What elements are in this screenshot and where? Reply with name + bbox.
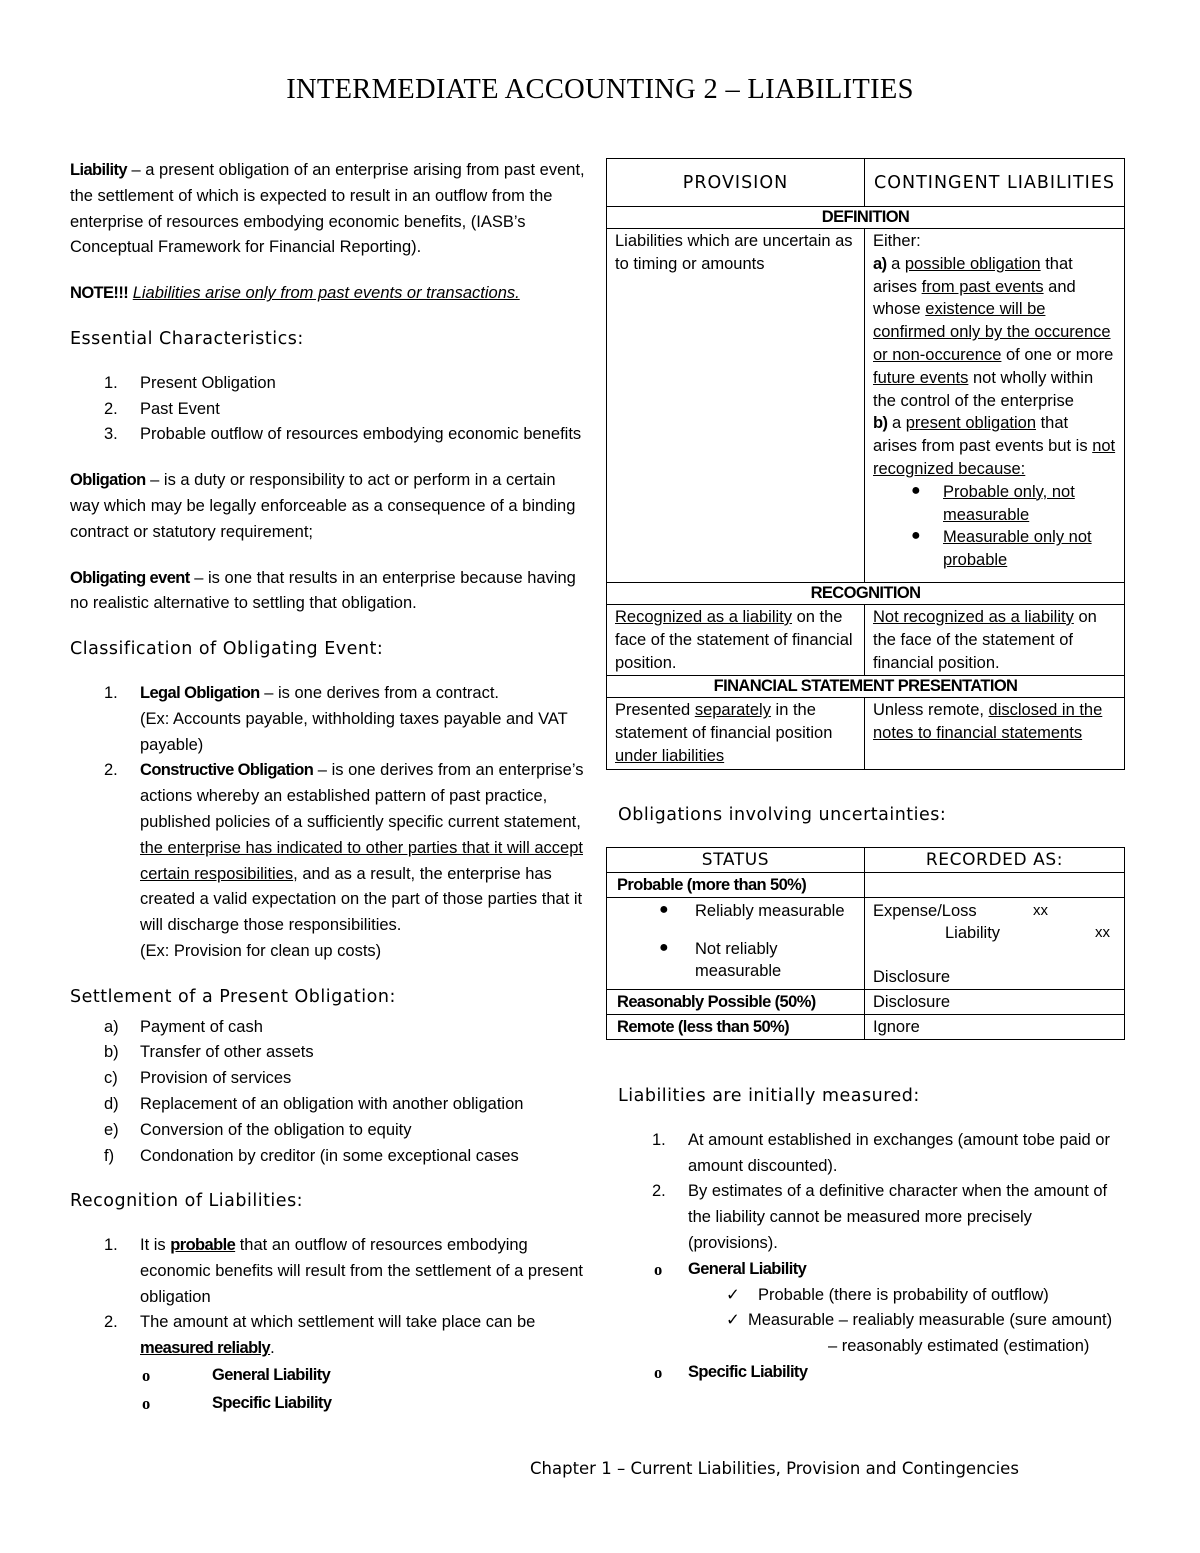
settlement-heading: Settlement of a Present Obligation: xyxy=(70,986,396,1007)
list-item: a) Payment of cash xyxy=(104,1017,263,1036)
bullet-item: ● Probable only, not measurable xyxy=(911,481,1075,524)
essential-heading: Essential Characteristics: xyxy=(70,328,304,349)
obligation-term: Obligation xyxy=(70,471,146,490)
list-item-legal: 1. Legal Obligation – is one derives from a contract. (Ex: Accounts payable, withholding taxes payable and VAT payable) xyxy=(104,683,568,754)
obligation-definition: Obligation – is a duty or responsibility to act or perform in a certain way which may be legally enforceable as a consequence of a binding contract or statutory requirement; xyxy=(70,471,576,541)
provision-contingent-table xyxy=(606,158,1125,770)
obligating-event-term: Obligating event xyxy=(70,568,190,587)
def-provision: Liabilities which are uncertain as to timing or amounts xyxy=(607,229,865,583)
check-icon: ✓ xyxy=(726,1285,740,1304)
probable-recorded: Expense/Loss xx Liability xx Disclosure xyxy=(865,897,1125,989)
general-liability-item: o General Liability xyxy=(142,1366,331,1386)
list-item: 1. Present Obligation xyxy=(104,373,276,392)
liability-term: Liability xyxy=(70,161,127,179)
recorded-disclosure: Disclosure xyxy=(865,989,1125,1014)
left-column xyxy=(70,158,585,1417)
uncertainties-heading: Obligations involving uncertainties: xyxy=(618,804,947,825)
status-reasonably: Reasonably Possible (50%) xyxy=(607,989,865,1014)
rec-contingent: Not recognized as a liability on the face of the statement of financial position. xyxy=(865,604,1125,675)
note-text: Liabilities arise only from past events or transactions. xyxy=(132,284,520,303)
list-item-constructive: 2. Constructive Obligation – is one derives from an enterprise’s actions whereby an established pattern of past practice, published policies of a sufficiently specific current statement, the enterprise has indicated to other parties that it will accept certain resposibilities, and as a result, the enterprise has created a valid expectation on the part of those parties that it will discharge those responsibilities. (Ex: Provision for clean up costs) xyxy=(104,761,584,960)
rec-provision: Recognized as a liability on the face of the statement of financial position. xyxy=(607,604,865,675)
liability-def: – a present obligation of an enterprise arising from past event, the settlement of which is expected to result in an outflow from the enterprise of resources embodying economic benefits, (IASB’s Conceptual Framework for Financial Reporting). xyxy=(70,161,585,257)
col-header-provision: PROVISION xyxy=(607,159,865,207)
list-item: 1. It is probable that an outflow of resources embodying economic benefits will result from the settlement of a present obligation xyxy=(104,1236,583,1306)
list-item: e) Conversion of the obligation to equity xyxy=(104,1120,412,1139)
col-header-status: STATUS xyxy=(607,847,865,872)
list-item: 2. Past Event xyxy=(104,399,220,418)
general-liability-item: o General Liability xyxy=(654,1259,807,1279)
def-contingent: Either: a) a possible obligation that arises from past events and whose existence will be confirmed only by the occurence or non-occurence of one or more future events not wholly within the control of the enterprise b) a present obligation that arises from past events but is not recognized because: ● Probable only, not measurable ● Measurable only not probable xyxy=(865,229,1125,583)
page-footer: Chapter 1 – Current Liabilities, Provision and Contingencies xyxy=(530,1459,1019,1478)
list-item: c) Provision of services xyxy=(104,1069,292,1088)
page-title: INTERMEDIATE ACCOUNTING 2 – LIABILITIES xyxy=(286,74,914,105)
list-item: 2. By estimates of a definitive character when the amount of the liability cannot be measured more precisely (provisions). xyxy=(652,1182,1108,1252)
measured-list xyxy=(606,1128,1125,1386)
obligating-event-definition: Obligating event – is one that results in an enterprise because having no realistic alternative to settling that obligation. xyxy=(70,568,576,613)
section-recognition: RECOGNITION xyxy=(607,582,1125,604)
specific-liability-item: o Specific Liability xyxy=(654,1362,808,1382)
probable-subitems: ● Reliably measurable ● Not reliably measurable xyxy=(607,897,865,989)
col-header-recorded: RECORDED AS: xyxy=(865,847,1125,872)
col-header-contingent: CONTINGENT LIABILITIES xyxy=(865,159,1125,207)
note xyxy=(70,281,585,307)
uncertainties-table xyxy=(606,847,1125,1040)
measured-heading: Liabilities are initially measured: xyxy=(618,1085,920,1106)
liability-definition xyxy=(70,158,585,261)
check-icon: ✓ xyxy=(726,1311,740,1330)
recognition-list xyxy=(70,1233,585,1362)
specific-liability-item: o Specific Liability xyxy=(142,1393,332,1413)
check-item: ✓ Measurable – realiably measurable (sure amount) xyxy=(606,1308,1125,1334)
status-probable: Probable (more than 50%) xyxy=(607,872,865,897)
list-item: 1. At amount established in exchanges (amount tobe paid or amount discounted). xyxy=(652,1130,1110,1175)
fsp-contingent: Unless remote, disclosed in the notes to financial statements xyxy=(865,698,1125,769)
bullet-item: ● Measurable only not probable xyxy=(911,527,1092,570)
classification-list xyxy=(70,681,585,965)
recognition-heading: Recognition of Liabilities: xyxy=(70,1191,304,1212)
check-continuation: – reasonably estimated (estimation) xyxy=(828,1337,1090,1356)
section-definition: DEFINITION xyxy=(607,207,1125,229)
classification-heading: Classification of Obligating Event: xyxy=(70,639,384,660)
essential-list xyxy=(70,371,585,448)
list-item: b) Transfer of other assets xyxy=(104,1043,314,1062)
recorded-ignore: Ignore xyxy=(865,1014,1125,1039)
list-item: 2. The amount at which settlement will take place can be measured reliably. xyxy=(104,1313,536,1358)
right-column xyxy=(606,158,1125,1386)
list-item: d) Replacement of an obligation with another obligation xyxy=(104,1094,524,1113)
section-fsp: FINANCIAL STATEMENT PRESENTATION xyxy=(607,676,1125,698)
list-item: 3. Probable outflow of resources embodying economic benefits xyxy=(104,425,582,444)
check-item: ✓ Probable (there is probability of outflow) xyxy=(606,1283,1125,1309)
note-label: NOTE!!! xyxy=(70,284,129,303)
settlement-list xyxy=(70,1015,585,1170)
status-remote: Remote (less than 50%) xyxy=(607,1014,865,1039)
fsp-provision: Presented separately in the statement of financial position under liabilities xyxy=(607,698,865,769)
list-item: f) Condonation by creditor (in some exceptional cases xyxy=(104,1146,519,1165)
